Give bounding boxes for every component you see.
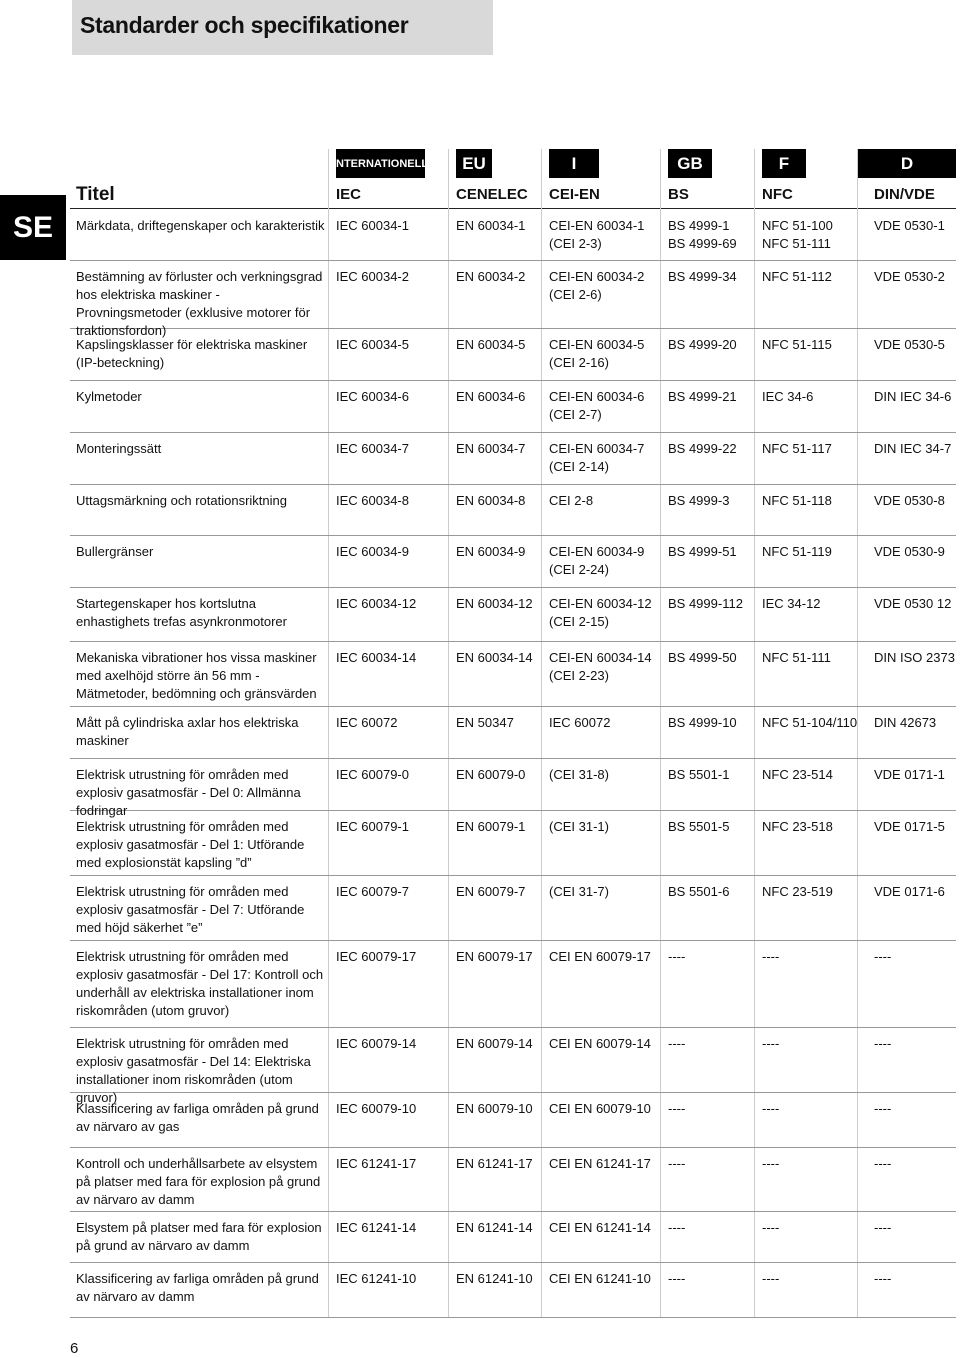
cell-cei: CEI-EN 60034-1 (CEI 2-3): [549, 218, 645, 251]
cell-bs: ----: [668, 1220, 686, 1235]
cell-din: ----: [874, 1101, 892, 1116]
heading-box: [72, 0, 493, 55]
cell-din: DIN IEC 34-7: [874, 441, 952, 456]
cell-cei: CEI-EN 60034-6 (CEI 2-7): [549, 389, 645, 422]
cell-title: Märkdata, driftegenskaper och karakteristik: [76, 218, 325, 233]
cell-cei: CEI EN 60079-14: [549, 1036, 651, 1051]
cell-cenelec: EN 60034-7: [456, 441, 526, 456]
region-badge: I: [549, 149, 599, 178]
cell-bs: BS 4999-51: [668, 544, 737, 559]
cell-nfc: NFC 51-100 NFC 51-111: [762, 218, 833, 251]
cell-title: Elektrisk utrustning för områden med explosiv gasatmosfär - Del 0: Allmänna fodringar: [76, 767, 301, 818]
column-header: CENELEC: [456, 186, 528, 203]
cell-title: Elsystem på platser med fara för explosion på grund av närvaro av damm: [76, 1220, 322, 1253]
column-divider: [754, 149, 755, 1317]
cell-cei: (CEI 31-1): [549, 819, 609, 834]
cell-din: ----: [874, 1271, 892, 1286]
row-divider: [70, 641, 956, 642]
column-header: Titel: [76, 184, 115, 205]
cell-cenelec: EN 60079-7: [456, 884, 526, 899]
column-header: NFC: [762, 186, 793, 203]
cell-cenelec: EN 60079-17: [456, 949, 533, 964]
row-divider: [70, 260, 956, 261]
cell-cei: CEI-EN 60034-7 (CEI 2-14): [549, 441, 645, 474]
cell-nfc: NFC 51-115: [762, 337, 832, 352]
cell-nfc: NFC 23-518: [762, 819, 833, 834]
cell-title: Mått på cylindriska axlar hos elektriska maskiner: [76, 715, 299, 748]
cell-title: Bullergränser: [76, 544, 154, 559]
cell-nfc: ----: [762, 949, 780, 964]
cell-bs: BS 5501-1: [668, 767, 730, 782]
cell-cenelec: EN 61241-14: [456, 1220, 533, 1235]
column-header: CEI-EN: [549, 186, 600, 203]
region-badge: INTERNATIONELL: [336, 149, 425, 178]
cell-nfc: NFC 51-118: [762, 493, 832, 508]
cell-bs: ----: [668, 1156, 686, 1171]
cell-cei: CEI EN 60079-10: [549, 1101, 651, 1116]
cell-cenelec: EN 60034-6: [456, 389, 526, 404]
cell-iec: IEC 60072: [336, 715, 398, 730]
region-badge: EU: [456, 149, 492, 178]
cell-bs: BS 4999-1 BS 4999-69: [668, 218, 737, 251]
cell-bs: BS 4999-22: [668, 441, 737, 456]
column-divider: [328, 149, 329, 1317]
page-title: Standarder och specifikationer: [80, 12, 409, 38]
cell-title: Mekaniska vibrationer hos vissa maskiner med axelhöjd större än 56 mm - Mätmetoder, bedömning och gränsvärden: [76, 650, 317, 701]
cell-iec: IEC 61241-14: [336, 1220, 417, 1235]
row-divider: [70, 1147, 956, 1148]
cell-bs: BS 4999-10: [668, 715, 737, 730]
row-divider: [70, 484, 956, 485]
cell-bs: ----: [668, 1036, 686, 1051]
cell-bs: BS 4999-20: [668, 337, 737, 352]
cell-iec: IEC 60079-17: [336, 949, 417, 964]
cell-iec: IEC 60034-2: [336, 269, 409, 284]
cell-iec: IEC 60034-12: [336, 596, 417, 611]
cell-nfc: ----: [762, 1156, 780, 1171]
cell-nfc: NFC 51-104/110: [762, 715, 858, 730]
cell-cenelec: EN 60034-9: [456, 544, 526, 559]
cell-nfc: ----: [762, 1036, 780, 1051]
cell-title: Bestämning av förluster och verkningsgrad hos elektriska maskiner - Provningsmetoder (exklusive motorer för traktionsfordon): [76, 269, 323, 338]
row-divider: [70, 875, 956, 876]
cell-cenelec: EN 60079-10: [456, 1101, 533, 1116]
cell-iec: IEC 60034-1: [336, 218, 409, 233]
cell-cenelec: EN 60034-5: [456, 337, 526, 352]
cell-din: DIN IEC 34-6: [874, 389, 952, 404]
cell-cei: CEI EN 61241-14: [549, 1220, 651, 1235]
cell-din: VDE 0530-8: [874, 493, 945, 508]
column-header: DIN/VDE: [874, 186, 935, 203]
cell-bs: BS 4999-21: [668, 389, 737, 404]
cell-cei: CEI 2-8: [549, 493, 594, 508]
column-divider: [857, 149, 858, 1317]
cell-cei: CEI-EN 60034-5 (CEI 2-16): [549, 337, 645, 370]
row-divider: [70, 432, 956, 433]
region-badge: GB: [668, 149, 712, 178]
row-divider: [70, 758, 956, 759]
cell-din: ----: [874, 949, 892, 964]
cell-nfc: IEC 34-12: [762, 596, 821, 611]
cell-cei: CEI-EN 60034-12 (CEI 2-15): [549, 596, 652, 629]
cell-title: Elektrisk utrustning för områden med explosiv gasatmosfär - Del 14: Elektriska installationer inom riskområden (utom gruvor): [76, 1036, 311, 1105]
cell-cei: CEI EN 61241-17: [549, 1156, 651, 1171]
language-tab: SE: [0, 195, 66, 260]
cell-title: Kontroll och underhållsarbete av elsystem på platser med fara för explosion på grund av närvaro av damm: [76, 1156, 321, 1207]
cell-cenelec: EN 60034-2: [456, 269, 526, 284]
cell-cei: CEI-EN 60034-9 (CEI 2-24): [549, 544, 645, 577]
cell-cenelec: EN 60034-12: [456, 596, 533, 611]
cell-title: Klassificering av farliga områden på grund av närvaro av damm: [76, 1271, 319, 1304]
cell-cei: CEI EN 60079-17: [549, 949, 651, 964]
cell-nfc: ----: [762, 1101, 780, 1116]
row-divider: [70, 1317, 956, 1318]
cell-iec: IEC 60079-7: [336, 884, 409, 899]
cell-din: VDE 0530-9: [874, 544, 945, 559]
cell-nfc: NFC 51-111: [762, 650, 831, 665]
cell-iec: IEC 60034-9: [336, 544, 409, 559]
cell-nfc: NFC 23-519: [762, 884, 833, 899]
cell-cenelec: EN 60034-1: [456, 218, 526, 233]
region-badge: D: [858, 149, 956, 178]
cell-title: Kapslingsklasser för elektriska maskiner (IP-beteckning): [76, 337, 308, 370]
cell-iec: IEC 61241-10: [336, 1271, 417, 1286]
cell-cenelec: EN 60079-0: [456, 767, 526, 782]
cell-din: VDE 0530-1: [874, 218, 945, 233]
cell-cenelec: EN 50347: [456, 715, 514, 730]
cell-din: VDE 0530 12: [874, 596, 952, 611]
cell-din: ----: [874, 1220, 892, 1235]
column-divider: [660, 149, 661, 1317]
cell-iec: IEC 61241-17: [336, 1156, 417, 1171]
cell-iec: IEC 60034-8: [336, 493, 409, 508]
cell-bs: ----: [668, 1101, 686, 1116]
cell-bs: BS 4999-3: [668, 493, 730, 508]
cell-title: Monteringssätt: [76, 441, 162, 456]
cell-cei: CEI-EN 60034-2 (CEI 2-6): [549, 269, 645, 302]
cell-din: ----: [874, 1156, 892, 1171]
column-divider: [448, 149, 449, 1317]
cell-cenelec: EN 61241-17: [456, 1156, 533, 1171]
cell-din: VDE 0171-6: [874, 884, 945, 899]
cell-cei: (CEI 31-7): [549, 884, 609, 899]
cell-cenelec: EN 60034-8: [456, 493, 526, 508]
cell-title: Startegenskaper hos kortslutna enhastighets trefas asynkronmotorer: [76, 596, 287, 629]
cell-cenelec: EN 60079-14: [456, 1036, 533, 1051]
cell-bs: ----: [668, 1271, 686, 1286]
cell-din: VDE 0530-2: [874, 269, 945, 284]
row-divider: [70, 1211, 956, 1212]
cell-iec: IEC 60079-14: [336, 1036, 417, 1051]
cell-din: VDE 0530-5: [874, 337, 945, 352]
cell-bs: BS 4999-50: [668, 650, 737, 665]
row-divider: [70, 380, 956, 381]
cell-title: Elektrisk utrustning för områden med explosiv gasatmosfär - Del 7: Utförande med höjd säkerhet ”e”: [76, 884, 305, 935]
cell-cei: IEC 60072: [549, 715, 611, 730]
cell-din: DIN ISO 2373: [874, 650, 955, 665]
row-divider: [70, 587, 956, 588]
cell-nfc: ----: [762, 1271, 780, 1286]
cell-bs: BS 4999-112: [668, 596, 743, 611]
cell-title: Kylmetoder: [76, 389, 142, 404]
page-number: 6: [70, 1340, 79, 1357]
cell-title: Elektrisk utrustning för områden med explosiv gasatmosfär - Del 17: Kontroll och underhåll av elektriska installationer inom riskområden (utom gruvor): [76, 949, 324, 1018]
cell-bs: ----: [668, 949, 686, 964]
row-divider: [70, 706, 956, 707]
cell-bs: BS 5501-5: [668, 819, 730, 834]
cell-cei: CEI EN 61241-10: [549, 1271, 651, 1286]
column-header: IEC: [336, 186, 362, 203]
row-divider: [70, 1262, 956, 1263]
cell-din: VDE 0171-1: [874, 767, 945, 782]
cell-cenelec: EN 60079-1: [456, 819, 526, 834]
row-divider: [70, 535, 956, 536]
cell-title: Uttagsmärkning och rotationsriktning: [76, 493, 287, 508]
row-divider: [70, 940, 956, 941]
column-header: BS: [668, 186, 689, 203]
cell-iec: IEC 60034-7: [336, 441, 409, 456]
cell-cei: CEI-EN 60034-14 (CEI 2-23): [549, 650, 652, 683]
cell-nfc: IEC 34-6: [762, 389, 814, 404]
cell-cenelec: EN 60034-14: [456, 650, 533, 665]
cell-din: VDE 0171-5: [874, 819, 945, 834]
cell-title: Klassificering av farliga områden på grund av närvaro av gas: [76, 1101, 319, 1134]
cell-din: ----: [874, 1036, 892, 1051]
header-rule: [70, 208, 956, 209]
cell-nfc: NFC 23-514: [762, 767, 833, 782]
cell-nfc: NFC 51-112: [762, 269, 832, 284]
cell-iec: IEC 60079-1: [336, 819, 409, 834]
cell-iec: IEC 60034-6: [336, 389, 409, 404]
row-divider: [70, 1027, 956, 1028]
cell-iec: IEC 60079-10: [336, 1101, 417, 1116]
cell-din: DIN 42673: [874, 715, 937, 730]
cell-title: Elektrisk utrustning för områden med explosiv gasatmosfär - Del 1: Utförande med explosionstät kapsling ”d”: [76, 819, 305, 870]
cell-nfc: NFC 51-117: [762, 441, 832, 456]
cell-nfc: ----: [762, 1220, 780, 1235]
cell-iec: IEC 60034-5: [336, 337, 409, 352]
cell-nfc: NFC 51-119: [762, 544, 832, 559]
cell-iec: IEC 60034-14: [336, 650, 417, 665]
cell-bs: BS 5501-6: [668, 884, 730, 899]
cell-cei: (CEI 31-8): [549, 767, 609, 782]
cell-cenelec: EN 61241-10: [456, 1271, 533, 1286]
cell-iec: IEC 60079-0: [336, 767, 409, 782]
column-divider: [541, 149, 542, 1317]
cell-bs: BS 4999-34: [668, 269, 737, 284]
region-badge: F: [762, 149, 806, 178]
